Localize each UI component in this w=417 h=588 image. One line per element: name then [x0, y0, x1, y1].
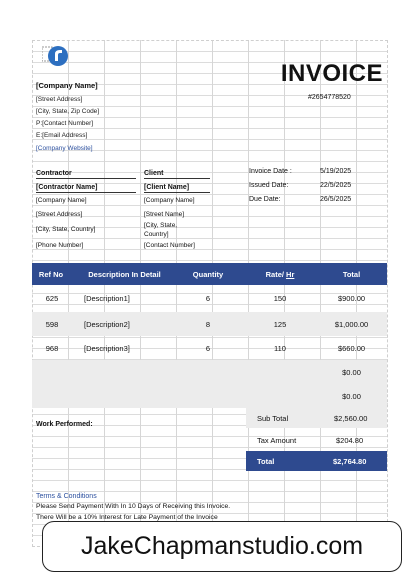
cell-total: $1,000.00 [334, 320, 369, 329]
table-row [32, 286, 387, 310]
table-row [32, 336, 387, 360]
contractor-street: [Street Address] [36, 211, 83, 218]
cell-desc: [Description1] [84, 294, 130, 303]
table-row [32, 360, 387, 384]
company-email: E:[Email Address] [36, 132, 88, 139]
terms-line-2: There Will be a 10% Interest for Late Payment of the Invoice [36, 514, 218, 521]
company-logo-icon [42, 44, 68, 68]
cell-qty: 6 [205, 344, 211, 353]
client-city-line1: [City, State, [144, 222, 178, 229]
total-value: $2,764.80 [333, 457, 367, 466]
client-street: [Street Name] [144, 211, 185, 218]
table-row [32, 384, 387, 408]
issued-date-value: 22/5/2025 [320, 182, 352, 189]
cell-total: $660.00 [337, 344, 366, 353]
cell-desc: [Description3] [84, 344, 130, 353]
col-quantity: Quantity [192, 270, 224, 279]
cell-rate: 110 [274, 344, 286, 353]
cell-ref: 968 [45, 344, 59, 353]
col-rate: Rate/ Hr [265, 270, 295, 279]
client-name: [Client Name] [144, 184, 210, 193]
watermark-banner: JakeChapmanstudio.com [42, 521, 402, 572]
client-city-line2: Country] [144, 231, 169, 238]
contractor-phone: [Phone Number] [36, 242, 84, 249]
client-company: [Company Name] [144, 197, 195, 204]
issued-date-label: Issued Date: [249, 182, 289, 189]
terms-line-1: Please Send Payment With In 10 Days of Receiving this Invoice. [36, 503, 231, 510]
subtotal-label: Sub Total [257, 414, 289, 423]
work-performed-label: Work Performed: [36, 421, 93, 428]
cell-qty: 8 [205, 320, 211, 329]
tax-label: Tax Amount [257, 436, 297, 445]
contractor-company: [Company Name] [36, 197, 87, 204]
invoice-date-label: Invoice Date : [249, 168, 292, 175]
subtotal-value: $2,560.00 [334, 414, 368, 423]
contractor-name: [Contractor Name] [36, 184, 136, 193]
col-description: Description In Detail [88, 270, 161, 279]
tax-value: $204.80 [336, 436, 364, 445]
company-name: [Company Name] [36, 81, 98, 90]
contractor-city: [City, State, Country] [36, 226, 96, 233]
company-website: [Company Website] [36, 145, 93, 152]
terms-heading: Terms & Conditions [36, 493, 97, 500]
total-label: Total [257, 457, 275, 466]
cell-rate: 150 [273, 294, 287, 303]
company-phone: P:[Contact Number] [36, 120, 94, 127]
invoice-title: INVOICE [280, 60, 383, 87]
invoice-date-value: 5/19/2025 [320, 168, 352, 175]
client-heading: Client [144, 170, 210, 179]
due-date-value: 26/5/2025 [320, 196, 352, 203]
col-ref-no: Ref No [38, 270, 64, 279]
col-total: Total [342, 270, 361, 279]
client-phone: [Contact Number] [144, 242, 195, 249]
cell-desc: [Description2] [84, 320, 130, 329]
due-date-label: Due Date: [249, 196, 281, 203]
company-street: [Street Address] [36, 96, 83, 103]
table-row [32, 312, 387, 336]
invoice-number: #2654778520 [308, 94, 351, 101]
cell-rate: 125 [273, 320, 287, 329]
cell-ref: 598 [45, 320, 59, 329]
cell-qty: 6 [205, 294, 211, 303]
cell-ref: 625 [45, 294, 59, 303]
cell-total: $0.00 [342, 392, 361, 401]
cell-total: $0.00 [342, 368, 361, 377]
cell-total: $900.00 [337, 294, 366, 303]
company-city: [City, State, Zip Code] [36, 108, 100, 115]
contractor-heading: Contractor [36, 170, 136, 179]
